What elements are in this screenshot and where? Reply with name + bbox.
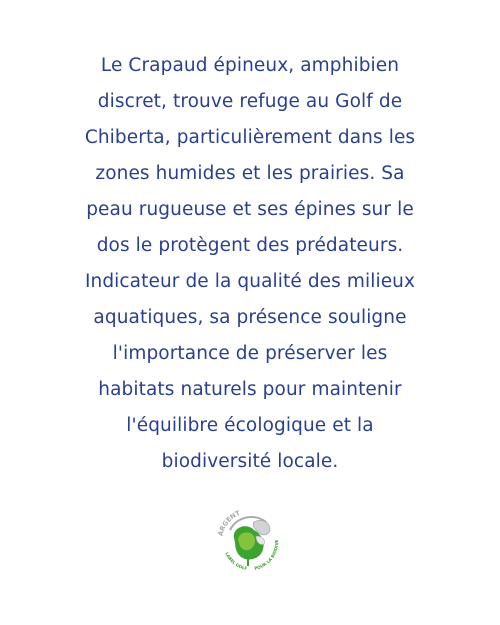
paragraph-line: biodiversité locale. [161, 451, 339, 472]
badge-logo-icon [208, 500, 292, 584]
paragraph-line: peau rugueuse et ses épines sur le [86, 199, 414, 220]
paragraph-line: dos le protègent des prédateurs. [96, 235, 404, 256]
paragraph-line: l'importance de préserver les [112, 343, 388, 364]
badge-level-text: ARGENT [216, 509, 242, 537]
badge-right-text: POUR LA BIODIVE [253, 539, 280, 571]
paragraph-line: Le Crapaud épineux, amphibien [100, 55, 400, 76]
paragraph-line: aquatiques, sa présence souligne [93, 307, 407, 328]
paragraph-line: discret, trouve refuge au Golf de [97, 91, 403, 112]
biodiversity-label-badge [208, 500, 292, 584]
paragraph-line: habitats naturels pour maintenir [98, 379, 402, 400]
badge-left-text: LABEL GOLF [224, 551, 248, 571]
description-paragraph [40, 48, 460, 480]
paragraph-line: zones humides et les prairies. Sa [95, 163, 405, 184]
paragraph-line: Chiberta, particulièrement dans les [84, 127, 416, 148]
paragraph-line: Indicateur de la qualité des milieux [84, 271, 416, 292]
paragraph-line: l'équilibre écologique et la [126, 415, 374, 436]
